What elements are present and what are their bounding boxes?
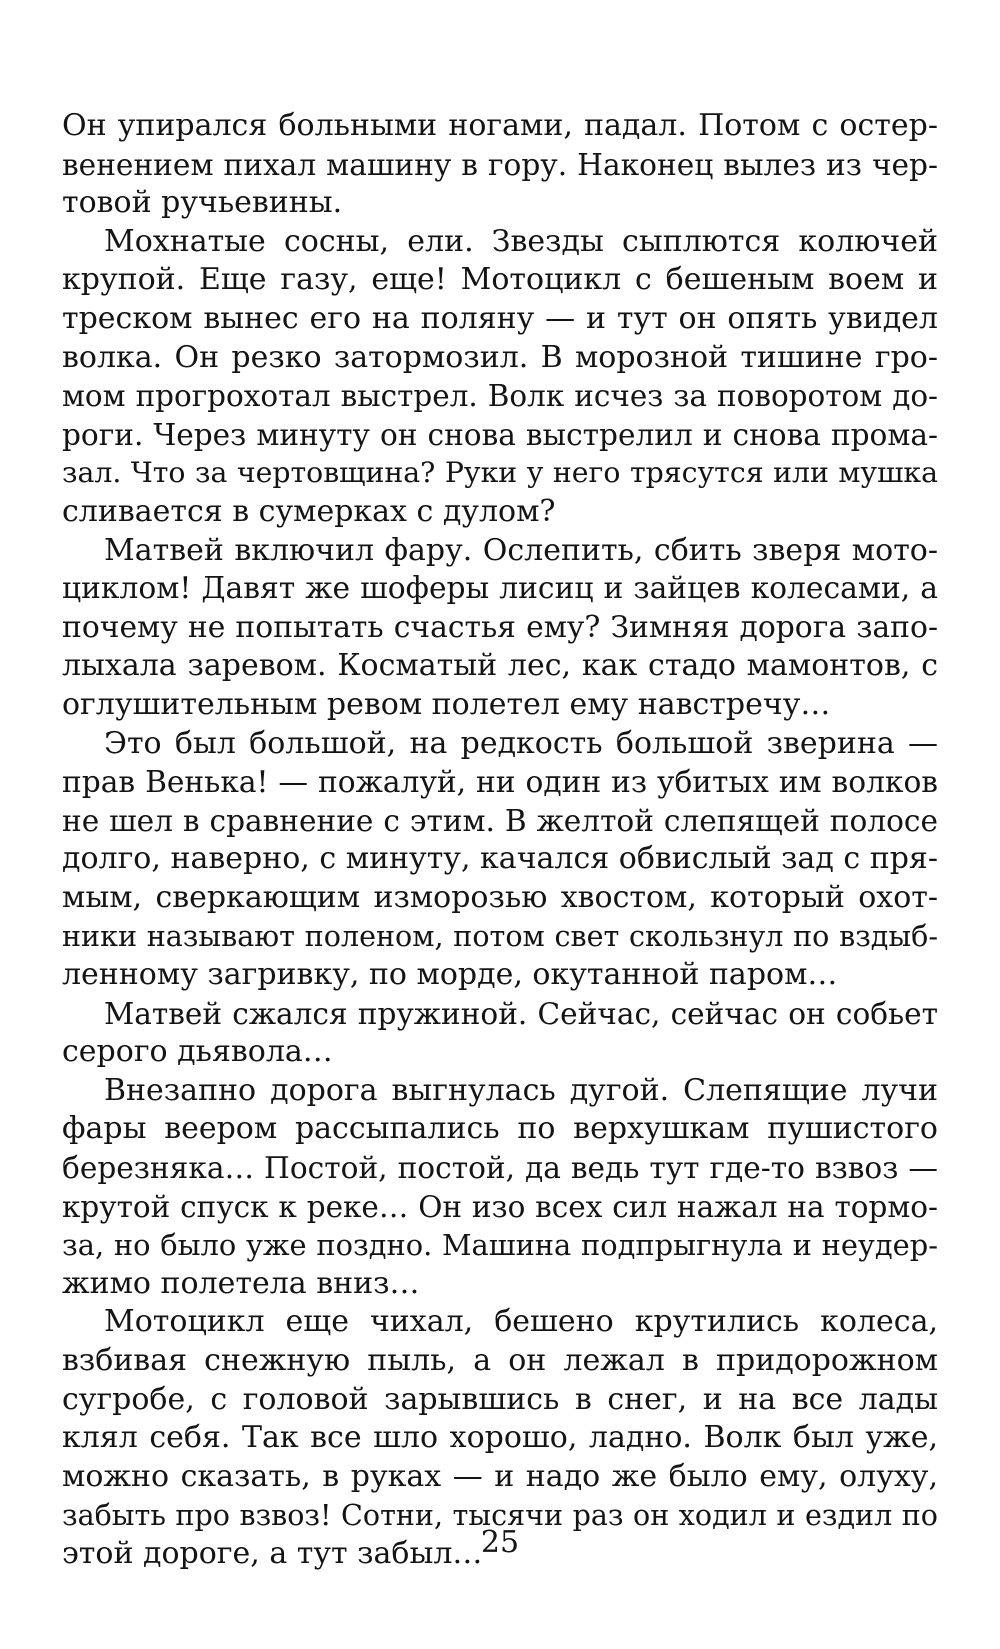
text-line: ленному загривку, по морде, окутанной паром… <box>62 957 838 993</box>
text-line: почему не попытать счастья ему? Зимняя дорога запо- <box>62 609 938 645</box>
text-line: роги. Через минуту он снова выстрелил и снова прома- <box>62 417 938 452</box>
text-line: этой дороге, а тут забыл… <box>62 1535 483 1571</box>
text-line: Он упирался больными ногами, падал. Потом с остер- <box>62 108 938 143</box>
text-line: лыхала заревом. Косматый лес, как стадо мамонтов, с <box>62 648 938 684</box>
text-line: Мохнатые сосны, ели. Звезды сыплются колючей <box>104 223 938 259</box>
text-line: оглушительным ревом полетел ему навстречу… <box>62 686 831 722</box>
text-line: товой ручьевины. <box>62 185 343 221</box>
text-line: сливается в сумерках с дулом? <box>62 493 556 529</box>
text-line: забыть про взвоз! Сотни, тысячи раз он ходил и ездил по <box>62 1498 938 1533</box>
text-line: Это был большой, на редкость большой зверина — <box>104 725 938 761</box>
text-line: волка. Он резко затормозил. В морозной тишине гро- <box>62 339 938 375</box>
text-line: долго, наверно, с минуту, качался обвислый зад с пря- <box>62 841 938 877</box>
text-line: мым, сверкающим изморозью хвостом, который охот- <box>62 879 938 915</box>
text-line: треском вынес его на поляну — и тут он опять увидел <box>62 300 938 336</box>
text-line: мом прогрохотал выстрел. Волк исчез за поворотом до- <box>62 379 938 414</box>
body-text <box>62 107 938 1574</box>
text-line: березняка… Постой, постой, да ведь тут где-то взвоз — <box>62 1151 938 1186</box>
text-line: за, но было уже поздно. Машина подпрыгнула и неудер- <box>62 1228 938 1263</box>
text-line: прав Венька! — пожалуй, ни один из убитых им волков <box>62 764 938 800</box>
text-line: крупой. Еще газу, еще! Мотоцикл с бешеным воем и <box>62 262 938 298</box>
text-line: жимо полетела вниз… <box>62 1265 420 1301</box>
text-line: зал. Что за чертовщина? Руки у него трясутся или мушка <box>62 456 938 490</box>
text-line: фары веером рассыпались по верхушкам пушистого <box>62 1111 938 1147</box>
text-line: Матвей сжался пружиной. Сейчас, сейчас он собьет <box>104 996 938 1031</box>
text-line: Матвей включил фару. Ослепить, сбить зверя мото- <box>104 532 938 568</box>
text-line: серого дьявола… <box>62 1034 333 1070</box>
text-line: Мотоцикл еще чихал, бешено крутились колеса, <box>104 1304 938 1340</box>
text-line: сугробе, с головой зарывшись в снег, и на все лады <box>62 1381 938 1417</box>
text-line: крутой спуск к реке… Он изо всех сил нажал на тормо- <box>62 1189 938 1224</box>
text-line: циклом! Давят же шоферы лисиц и зайцев колесами, а <box>62 571 938 607</box>
text-line: не шел в сравнение с этим. В желтой слепящей полосе <box>62 803 938 838</box>
text-line: взбивая снежную пыль, а он лежал в придорожном <box>62 1343 938 1378</box>
text-line: венением пихал машину в гору. Наконец вылез из чер- <box>62 147 938 182</box>
text-line: ники называют поленом, потом свет скользнул по вздыб- <box>62 919 938 954</box>
text-line: можно сказать, в руках — и надо же было ему, олуху, <box>62 1458 938 1494</box>
page-number: 25 <box>480 1525 520 1560</box>
text-line: Внезапно дорога выгнулась дугой. Слепящие лучи <box>104 1072 938 1108</box>
text-line: клял себя. Так все шло хорошо, ладно. Волк был уже, <box>62 1420 938 1456</box>
